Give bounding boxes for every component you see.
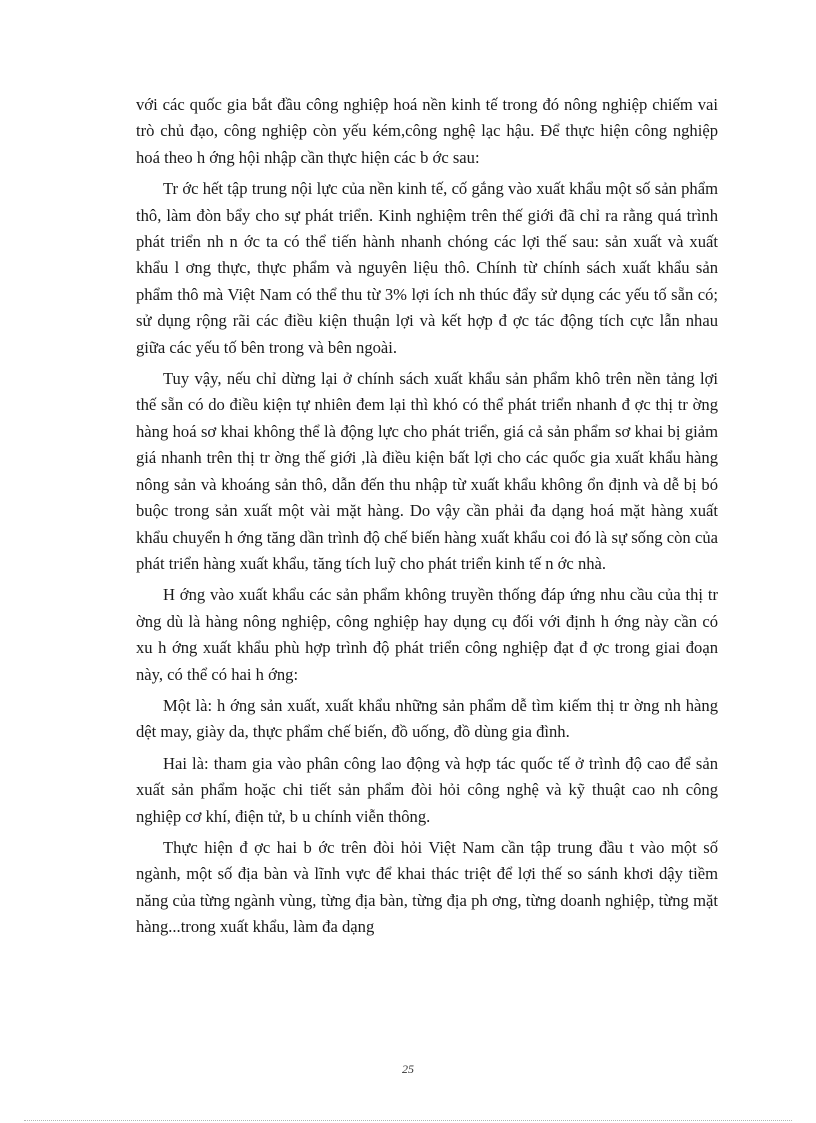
paragraph-6: Hai là: tham gia vào phân công lao động và hợp tác quốc tế ở trình độ cao để sản xuất sản phẩm hoặc chi tiết sản phẩm đòi hỏi công nghệ và kỹ thuật cao nh công nghiệp cơ khí, điện tử, b u chính viễn thông. [136, 753, 718, 826]
paragraph-4: H ớng vào xuất khẩu các sản phẩm không truyền thống đáp ứng nhu cầu của thị tr ờng dù là hàng nông nghiệp, công nghiệp hay dụng cụ đối với định h ớng này cần có xu h ớng xuất khẩu phù hợp trình độ phát triển công nghiệp đạt đ ợc trong giai đoạn này, có thể có hai h ớng: [136, 585, 718, 684]
paragraph-3: Tuy vậy, nếu chỉ dừng lại ở chính sách xuất khẩu sản phẩm khô trên nền tảng lợi thế sẵn có do điều kiện tự nhiên đem lại thì khó có thể phát triển nhanh đ ợc thị tr ờng hàng hoá sơ khai không thể là động lực cho phát triển, giá cả sản phẩm sơ khai bị giảm giá nhanh trên thị tr ờng thế giới ,là điều kiện bất lợi cho các quốc gia xuất khẩu hàng nông sản và khoáng sản thô, dẫn đến thu nhập từ xuất khẩu không ổn định và dễ bị bó buộc trong sản xuất một vài mặt hàng. Do vậy cần phải đa dạng hoá mặt hàng xuất khẩu chuyển h ớng tăng dần trình độ chế biến hàng xuất khẩu coi đó là sự sống còn của phát triển hàng xuất khẩu, tăng tích luỹ cho phát triển kinh tế n ớc nhà. [136, 369, 718, 573]
document-body [136, 92, 718, 941]
paragraph-5: Một là: h ớng sản xuất, xuất khẩu những sản phẩm dễ tìm kiếm thị tr ờng nh hàng dệt may, giày da, thực phẩm chế biến, đồ uống, đồ dùng gia đình. [136, 695, 718, 742]
footer-divider [24, 1120, 792, 1121]
paragraph-7: Thực hiện đ ợc hai b ớc trên đòi hỏi Việt Nam cần tập trung đầu t vào một số ngành, một số địa bàn và lĩnh vực để khai thác triệt để lợi thế so sánh khơi dậy tiềm năng của từng ngành vùng, từng địa bàn, từng địa ph ơng, từng doanh nghiệp, từng mặt hàng...trong xuất khẩu, làm đa dạng [136, 837, 718, 937]
paragraph-2: Tr ớc hết tập trung nội lực của nền kinh tế, cố gắng vào xuất khẩu một số sản phẩm thô, làm đòn bẩy cho sự phát triển. Kinh nghiệm trên thế giới đã chỉ ra rằng quá trình phát triển nh n ớc ta có thể tiến hành nhanh chóng các lợi thế sau: sản xuất và xuất khẩu l ơng thực, thực phẩm và nguyên liệu thô. Chính từ chính sách xuất khẩu sản phẩm thô mà Việt Nam có thể thu từ 3% lợi ích nh thúc đẩy sử dụng các yếu tố sẵn có; sử dụng rộng rãi các điều kiện thuận lợi và kết hợp đ ợc tác động tích cực lẫn nhau giữa các yếu tố bên trong và bên ngoài. [136, 179, 718, 357]
paragraph-1: với các quốc gia bắt đầu công nghiệp hoá nền kinh tế trong đó nông nghiệp chiếm vai trò chủ đạo, công nghiệp còn yếu kém,công nghệ lạc hậu. Để thực hiện công nghiệp hoá theo h ớng hội nhập cần thực hiện các b ớc sau: [136, 95, 718, 167]
page-number: 25 [402, 1062, 414, 1076]
